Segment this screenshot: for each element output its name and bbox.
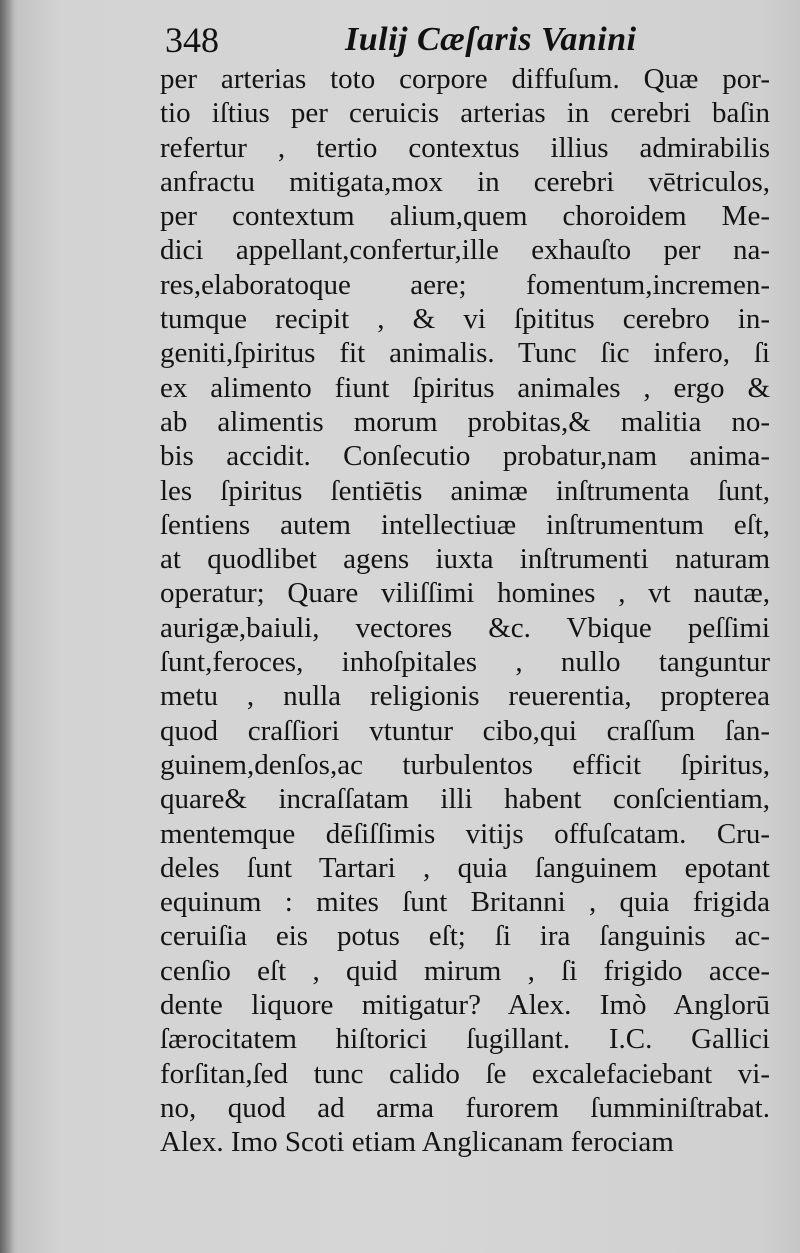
text-line: deles ſunt Tartari , quia ſanguinem epotant [160, 851, 770, 884]
text-line: forſitan,ſed tunc calido ſe excalefaciebant vi- [160, 1057, 770, 1090]
gutter-shadow [0, 0, 14, 1253]
text-line: ſunt,feroces, inhoſpitales , nullo tanguntur [160, 646, 770, 679]
text-line: tumque recipit , & vi ſpititus cerebro in- [160, 303, 770, 336]
running-title: Iulij Cæſaris Vanini [345, 21, 637, 58]
text-line: aurigæ,baiuli, vectores &c. Vbique peſſimi [160, 611, 770, 644]
text-line: per arterias toto corpore diffuſum. Quæ por- [160, 63, 770, 95]
text-line: anfractu mitigata,mox in cerebri vētriculos, [160, 165, 770, 198]
text-line: quare& incraſſatam illi habent conſcientiam, [160, 783, 770, 816]
text-line: per contextum alium,quem choroidem Me- [160, 200, 770, 233]
text-line: equinum : mites ſunt Britanni , quia frigida [160, 886, 770, 919]
running-head [165, 14, 645, 66]
text-line: guinem,denſos,ac turbulentos efficit ſpiritus, [160, 748, 770, 781]
text-line: ceruiſia eis potus eſt; ſi ira ſanguinis ac- [160, 920, 770, 953]
text-line: refertur , tertio contextus illius admirabilis [160, 131, 770, 164]
text-line: operatur; Quare viliſſimi homines , vt nautæ, [160, 577, 770, 610]
text-line: cenſio eſt , quid mirum , ſi frigido acce- [160, 954, 770, 987]
text-line: tio iſtius per ceruicis arterias in cerebri baſin [160, 97, 770, 130]
text-line: ex alimento fiunt ſpiritus animales , ergo & [160, 371, 770, 404]
text-line: dici appellant,confertur,ille exhauſto per na- [160, 234, 770, 267]
text-line: quod craſſiori vtuntur cibo,qui craſſum ſan- [160, 714, 770, 747]
text-line: geniti,ſpiritus fit animalis. Tunc ſic infero, ſi [160, 337, 770, 370]
text-line: at quodlibet agens iuxta inſtrumenti naturam [160, 543, 770, 576]
text-line: bis accidit. Conſecutio probatur,nam anima- [160, 440, 770, 473]
page-number: 348 [165, 20, 219, 60]
text-line: dente liquore mitigatur? Alex. Imò Anglorū [160, 989, 770, 1022]
text-line: res,elaboratoque aere; fomentum,incremen- [160, 268, 770, 301]
body-text [160, 62, 770, 1160]
text-line: ab alimentis morum probitas,& malitia no- [160, 405, 770, 438]
text-line: Alex. Imo Scoti etiam Anglicanam ferociam [160, 1126, 674, 1159]
text-line: no, quod ad arma furorem ſumminiſtrabat. [160, 1091, 770, 1124]
text-line: mentemque dēſiſſimis vitijs offuſcatam. Cru- [160, 817, 770, 850]
text-line: les ſpiritus ſentiētis animæ inſtrumenta ſunt, [160, 474, 770, 507]
text-line: metu , nulla religionis reuerentia, propterea [160, 680, 770, 713]
text-line: ſentiens autem intellectiuæ inſtrumentum eſt, [160, 508, 770, 541]
text-line: ſærocitatem hiſtorici ſugillant. I.C. Gallici [160, 1023, 770, 1056]
